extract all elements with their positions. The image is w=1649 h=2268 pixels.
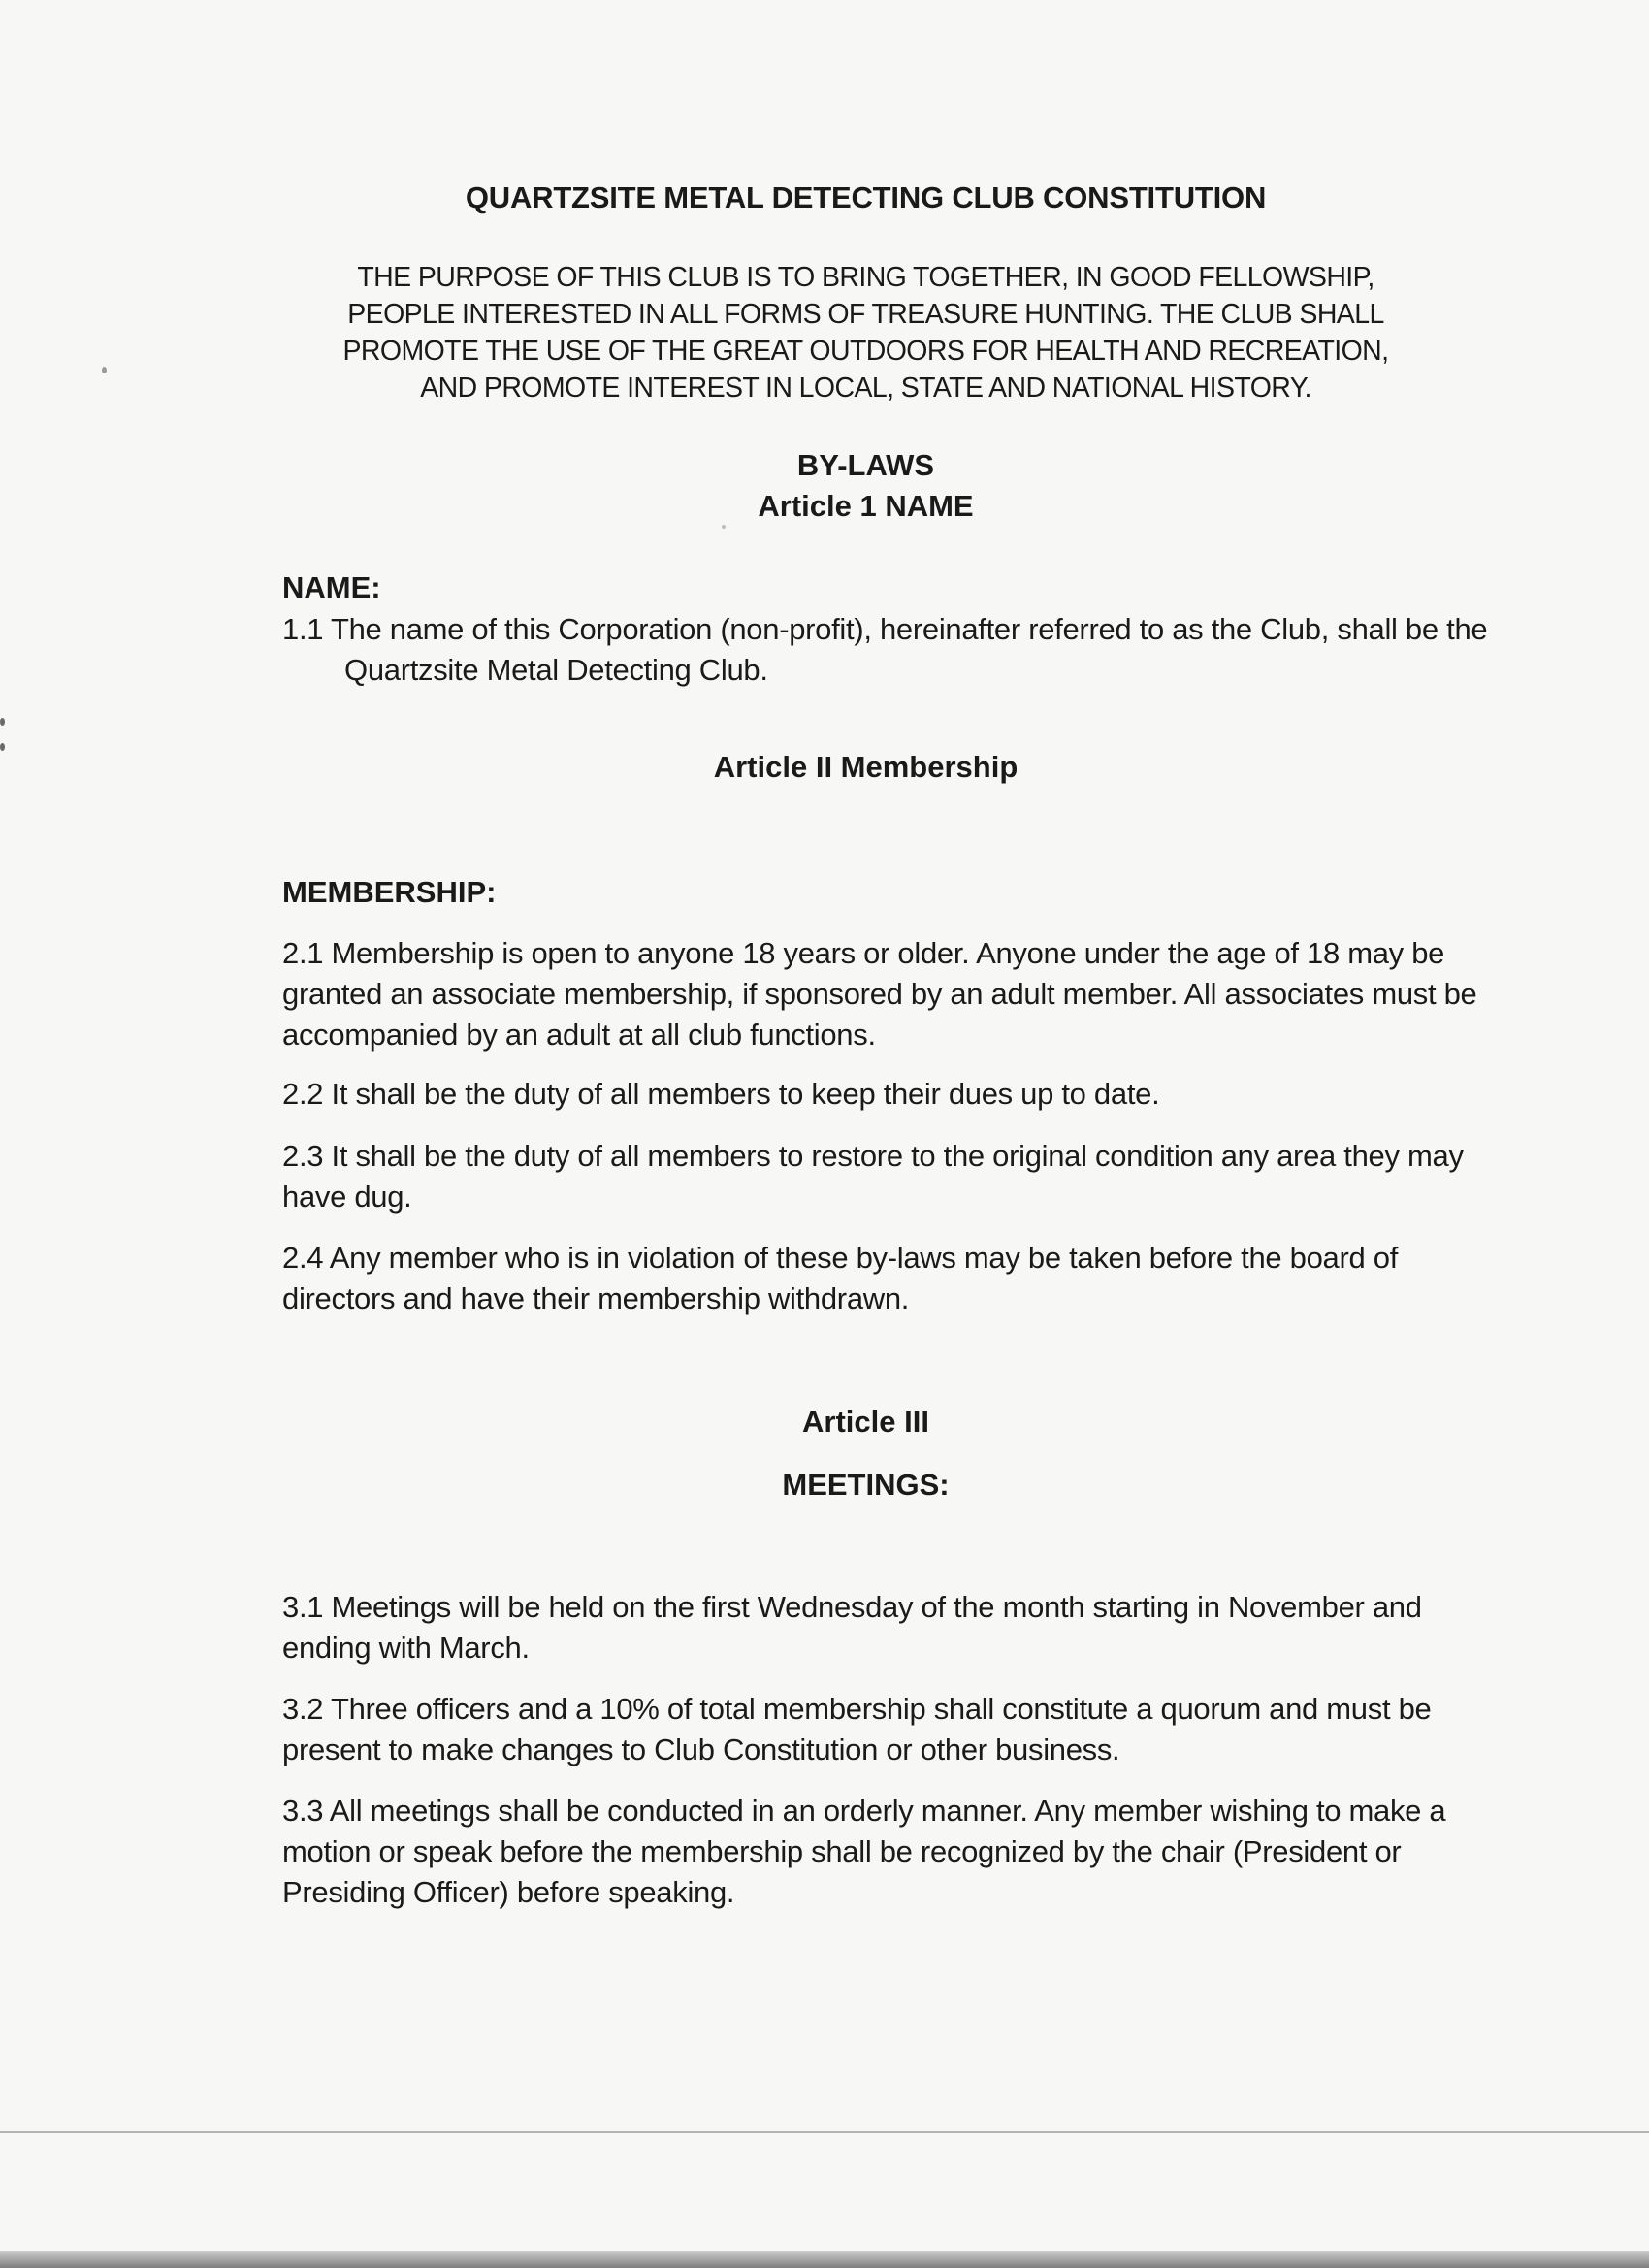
clause-3-3: 3.3 All meetings shall be conducted in an orderly manner. Any member wishing to make a motion or speak before the membership shall be recognized by the chair (President or Presiding Officer) before speaking.: [282, 1794, 1446, 1909]
membership-section-label: MEMBERSHIP:: [282, 875, 497, 909]
scan-bottom-edge: [0, 2251, 1649, 2268]
clause-1-1: 1.1 The name of this Corporation (non-profit), hereinafter referred to as the Club, shall be the Quartzsite Metal Detecting Club.: [282, 612, 1488, 687]
document-title: QUARTZSITE METAL DETECTING CLUB CONSTITUTION: [465, 180, 1267, 214]
purpose-line: AND PROMOTE INTEREST IN LOCAL, STATE AND NATIONAL HISTORY.: [420, 373, 1311, 404]
name-section-label: NAME:: [282, 570, 381, 604]
clause-2-2: 2.2 It shall be the duty of all members to keep their dues up to date.: [282, 1077, 1160, 1111]
article-1-heading: Article 1 NAME: [758, 489, 974, 523]
scan-speck: [722, 525, 726, 529]
scan-speck: [0, 743, 5, 751]
scan-speck: [102, 367, 107, 373]
purpose-statement: [242, 259, 1489, 406]
clause-2-4: 2.4 Any member who is in violation of these by-laws may be taken before the board of directors and have their membership withdrawn.: [282, 1241, 1399, 1315]
meetings-heading: MEETINGS:: [782, 1468, 950, 1502]
clause-3-2: 3.2 Three officers and a 10% of total membership shall constitute a quorum and must be present to make changes to Club Constitution or other business.: [282, 1692, 1432, 1766]
purpose-line: THE PURPOSE OF THIS CLUB IS TO BRING TOGETHER, IN GOOD FELLOWSHIP,: [357, 262, 1374, 293]
bylaws-heading: BY-LAWS: [796, 448, 935, 482]
clause-2-3: 2.3 It shall be the duty of all members to restore to the original condition any area they may have dug.: [282, 1139, 1464, 1214]
purpose-line: PROMOTE THE USE OF THE GREAT OUTDOORS FOR HEALTH AND RECREATION,: [342, 336, 1389, 367]
article-2-heading: Article II Membership: [713, 750, 1018, 784]
scan-speck: [0, 718, 5, 726]
page-divider: [0, 2131, 1649, 2133]
article-3-heading: Article III: [802, 1405, 929, 1439]
clause-2-1: 2.1 Membership is open to anyone 18 years or older. Anyone under the age of 18 may be granted an associate membership, if sponsored by an adult member. All associates must be accompanied by an adult at all club functions.: [282, 936, 1477, 1052]
purpose-line: PEOPLE INTERESTED IN ALL FORMS OF TREASURE HUNTING. THE CLUB SHALL: [347, 299, 1384, 330]
clause-3-1: 3.1 Meetings will be held on the first Wednesday of the month starting in November and ending with March.: [282, 1590, 1422, 1665]
